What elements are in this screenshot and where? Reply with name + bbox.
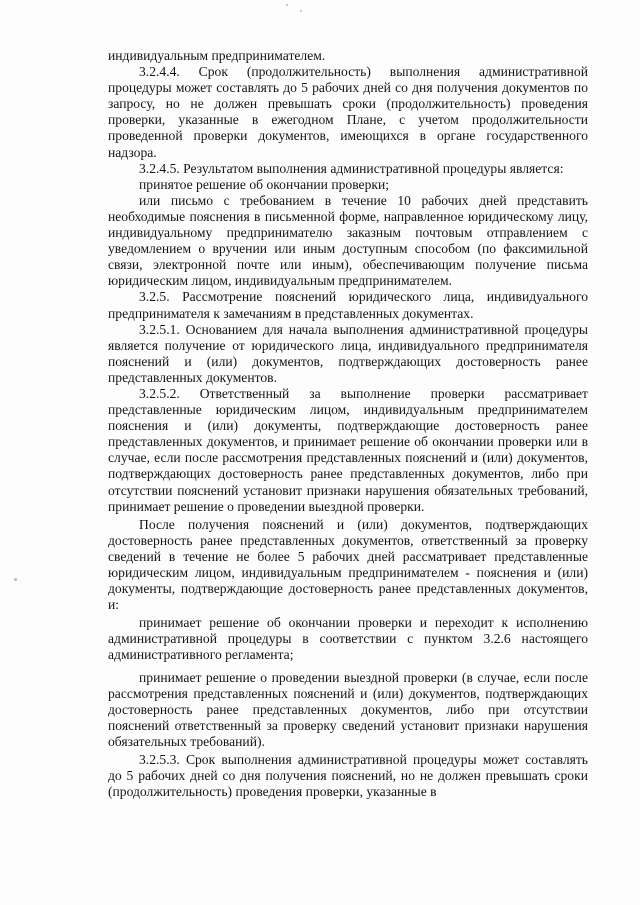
paragraph-3-2-4-4: 3.2.4.4. Срок (продолжительность) выполнения административной процедуры может составлять до 5 рабочих дней со дня получения документов по запросу, но не должен превышать сроки (продолжительность) проведения проверки, указанные в ежегодном Плане, с учетом продолжительности проведенной проверки документов, имеющихся в органе государственного надзора. — [108, 64, 588, 160]
paragraph-continuation: индивидуальным предпринимателем. — [108, 48, 326, 63]
scan-speck — [300, 10, 302, 12]
paragraph-3-2-5: 3.2.5. Рассмотрение пояснений юридического лица, индивидуального предпринимателя к замечаниям в представленных документах. — [108, 289, 588, 321]
paragraph-3-2-4-5: 3.2.4.5. Результатом выполнения административной процедуры является: — [139, 160, 564, 176]
scan-speck — [14, 578, 17, 581]
paragraph-after-explanations: После получения пояснений и (или) документов, подтверждающих достоверность ранее представленных документов, ответственный за проверку сведений в течение не более 5 рабочих дней рассматривает представленные юридическим лицом, индивидуальным предпринимателем - пояснения и (или) документы, подтверждающие достоверность ранее представленных документов, и: — [108, 516, 588, 613]
list-item-letter: или письмо с требованием в течение 10 рабочих дней представить необходимые пояснения в письменной форме, направленное юридическому лицу, индивидуальному предпринимателю заказным почтовым отправлением с уведомлением о вручении или иным доступным способом (по факсимильной связи, электронной почте или иным), обеспечивающим получение письма юридическим лицом, индивидуальным предпринимателем. — [108, 192, 588, 289]
paragraph-3-2-5-2: 3.2.5.2. Ответственный за выполнение проверки рассматривает представленные юридическим лицом, индивидуальным предпринимателем пояснения и (или) документы, подтверждающие достоверность ранее представленных документов, и принимает решение об окончании проверки или в случае, если после рассмотрения представленных пояснений и (или) документов, подтверждающих достоверность ранее представленных документов, либо при отсутствии пояснений установит признаки нарушения обязательных требований, принимает решение о проведении выездной проверки. — [108, 385, 588, 514]
list-item-end-check: принимает решение об окончании проверки и переходит к исполнению административной процедуры в соответствии с пунктом 3.2.6 настоящего административного регламента; — [108, 615, 588, 663]
scan-speck — [286, 4, 288, 6]
list-item-onsite-check: принимает решение о проведении выездной проверки (в случае, если после рассмотрения представленных пояснений и (или) документов, подтверждающих достоверность ранее представленных документов, либо при отсутствии пояснений ответственный за проверку сведений установит признаки нарушения обязательных требований). — [108, 669, 588, 749]
paragraph-3-2-5-1: 3.2.5.1. Основанием для начала выполнения административной процедуры является получение от юридического лица, индивидуального предпринимателя пояснений и (или) документов, подтверждающих достоверность ранее представленных документов. — [108, 321, 588, 385]
list-item-decision: принятое решение об окончании проверки; — [139, 176, 390, 192]
document-body — [108, 48, 588, 800]
paragraph-3-2-5-3: 3.2.5.3. Срок выполнения административной процедуры может составлять до 5 рабочих дней со дня получения пояснений, но не должен превышать сроки (продолжительность) проведения проверки, указанные в — [108, 752, 588, 800]
